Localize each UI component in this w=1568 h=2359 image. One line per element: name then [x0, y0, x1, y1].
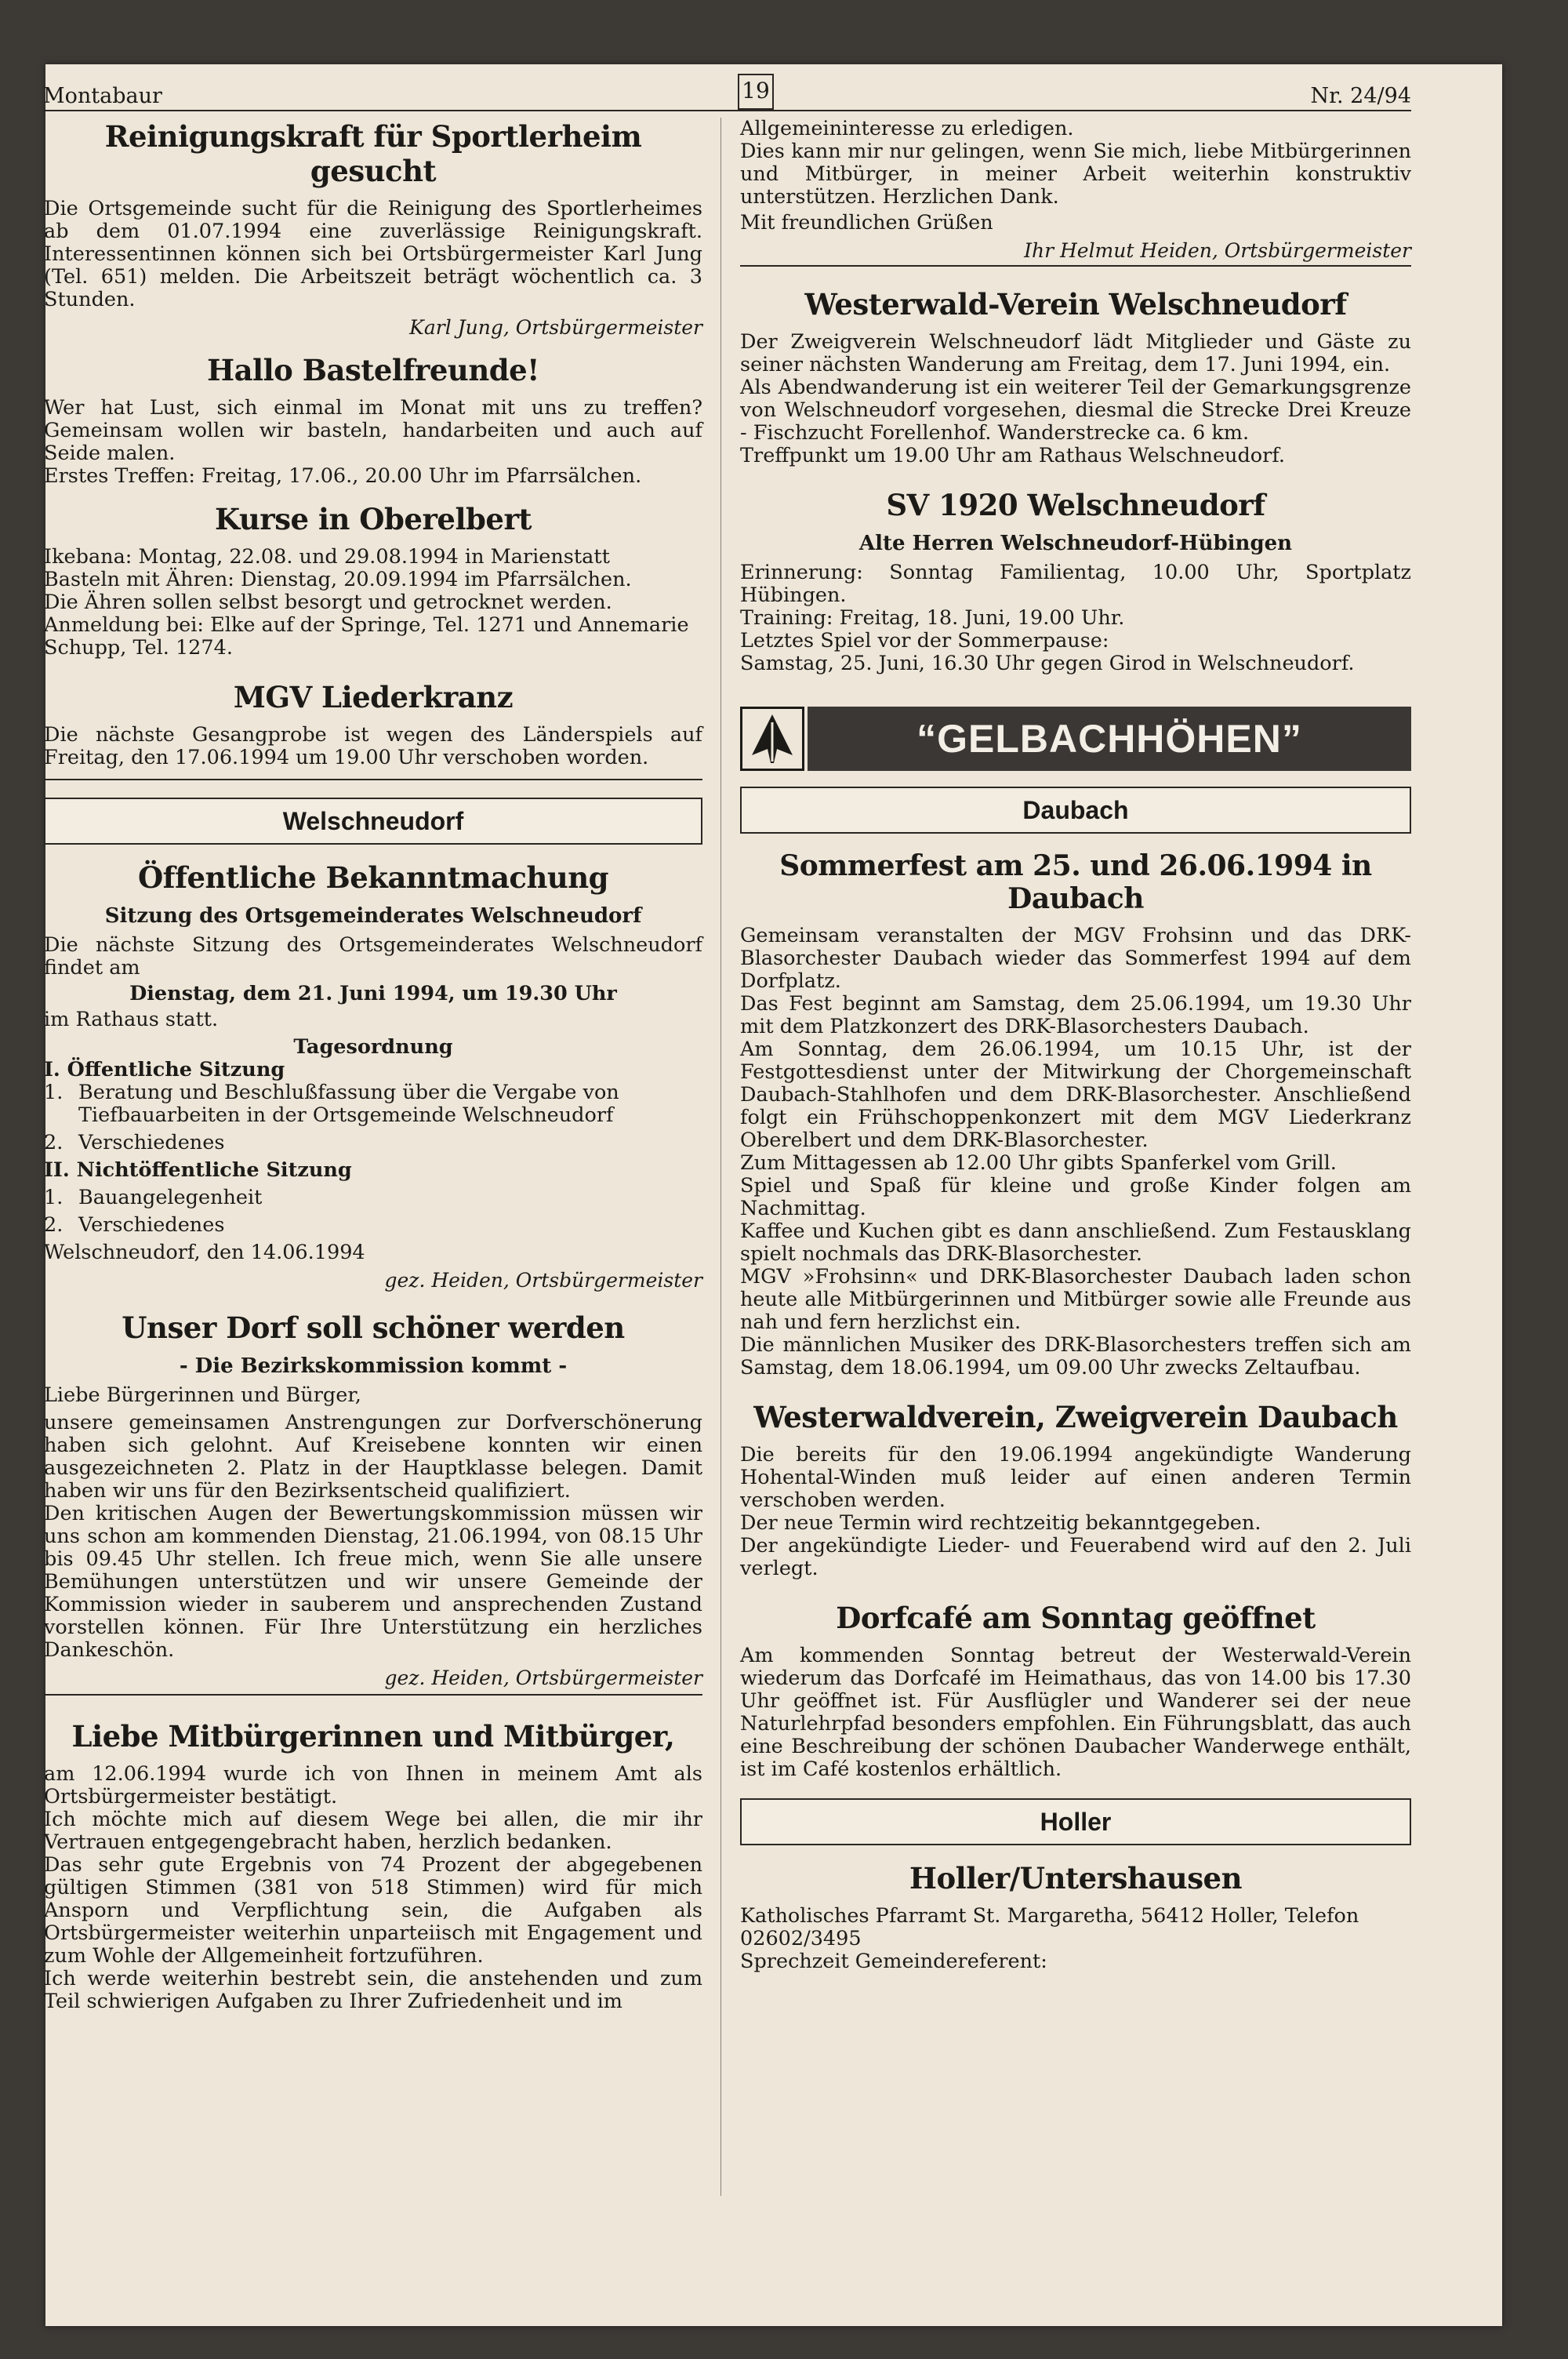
article-body: Die Ortsgemeinde sucht für die Reinigung des Sportlerheimes ab dem 01.07.1994 eine zuverlässige Reinigungskraft. Interessentinnen können sich bei Ortsbürgermeister Karl Jung (Tel. 651) melden. Die Arbeitszeit beträgt wöchentlich ca. 3 Stunden.: [44, 197, 702, 311]
agenda-item: 2. Verschiedenes: [44, 1131, 225, 1154]
article-body: Die nächste Sitzung des Ortsgemeinderates Welschneudorf findet am: [44, 933, 702, 980]
agenda-section: I. Öffentliche Sitzung: [44, 1058, 285, 1081]
article-title: Westerwaldverein, Zweigverein Daubach: [753, 1400, 1398, 1434]
article-body: Wer hat Lust, sich einmal im Monat mit uns zu treffen? Gemeinsam wollen wir basteln, handarbeiten und auch auf Seide malen.: [44, 396, 702, 465]
article-body: Die bereits für den 19.06.1994 angekündigte Wanderung Hohental-Winden muß leider auf einen anderen Termin verschoben werden.: [740, 1443, 1411, 1512]
section-rule: [44, 1694, 702, 1696]
article-body: Das sehr gute Ergebnis von 74 Prozent der abgegebenen gültigen Stimmen (381 von 518 Stimmen) wird für mich Ansporn und Verpflichtung sein, die Aufgaben als Ortsbürgermeister weiterhin unparteiisch mit Engagement und zum Wohle der Allgemeinheit fortzuführen.: [44, 1853, 702, 1968]
article-title: Öffentliche Bekanntmachung: [137, 860, 609, 895]
article-title: Kurse in Oberelbert: [214, 502, 532, 536]
article-body: Als Abendwanderung ist ein weiterer Teil der Gemarkungsgrenze von Welschneudorf vorgesehen, diesmal die Strecke Drei Kreuze - Fischzucht Forellenhof. Wanderstrecke ca. 6 km.: [740, 376, 1411, 445]
article-subtitle: - Die Bezirkskommission kommt -: [179, 1354, 568, 1378]
article-title: Unser Dorf soll schöner werden: [122, 1310, 625, 1345]
article-body: unsere gemeinsamen Anstrengungen zur Dorfverschönerung haben sich gelohnt. Auf Kreisebene konnten wir einen ausgezeichneten 2. Platz in der Hauptklasse belegen. Damit haben wir uns für den Bezirksentscheid qualifiziert.: [44, 1411, 702, 1503]
article-body: Ich möchte mich auf diesem Wege bei allen, die mir ihr Vertrauen entgegengebracht haben, herzlich bedanken.: [44, 1808, 702, 1854]
article-line: Erinnerung: Sonntag Familientag, 10.00 Uhr, Sportplatz Hübingen.: [740, 561, 1411, 607]
article-body: Katholisches Pfarramt St. Margaretha, 56412 Holler, Telefon 02602/3495: [740, 1904, 1359, 1950]
article-title: MGV Liederkranz: [233, 680, 514, 714]
article-body: Am kommenden Sonntag betreut der Westerwald-Verein wiederum das Dorfcafé im Heimathaus, das von 14.00 bis 17.30 Uhr geöffnet ist. Für Ausflügler und Wanderer sei der neue Naturlehrpfad besonders empfohlen. Ein Führungsblatt, das auch eine Beschreibung der schönen Daubacher Wanderwege enthält, ist im Café kostenlos erhältlich.: [740, 1644, 1411, 1781]
agenda-list: [44, 1187, 702, 1237]
article-line: Ikebana: Montag, 22.08. und 29.08.1994 in Marienstatt: [44, 545, 610, 569]
article-body: Der neue Termin wird rechtzeitig bekanntgegeben.: [740, 1511, 1261, 1535]
article-body: Kaffee und Kuchen gibt es dann anschließend. Zum Festausklang spielt nochmals das DRK-Blasorchester.: [740, 1219, 1411, 1266]
article-body: Der Zweigverein Welschneudorf lädt Mitglieder und Gäste zu seiner nächsten Wanderung am Freitag, dem 17. Juni 1994, ein.: [740, 330, 1411, 376]
article-title: Dorfcafé am Sonntag geöffnet: [836, 1601, 1316, 1635]
article-body: Spiel und Spaß für kleine und große Kinder folgen am Nachmittag.: [740, 1174, 1411, 1220]
gelbachhoehen-banner: [740, 707, 1411, 771]
article-body: Dies kann mir nur gelingen, wenn Sie mich, liebe Mitbürgerinnen und Mitbürger, in meiner Arbeit weiterhin konstruktiv unterstützen. Herzlichen Dank.: [740, 140, 1411, 209]
meeting-date: Dienstag, dem 21. Juni 1994, um 19.30 Uhr: [129, 982, 617, 1005]
page-header: [43, 78, 1411, 111]
article-title: Holler/Untershausen: [909, 1861, 1242, 1896]
article-title: SV 1920 Welschneudorf: [886, 488, 1265, 522]
article-title: Sommerfest am 25. und 26.06.1994 in Daubach: [779, 849, 1372, 915]
section-rule: [44, 779, 702, 780]
article-body: Die nächste Gesangprobe ist wegen des Länderspiels auf Freitag, den 17.06.1994 um 19.00 Uhr verschoben worden.: [44, 723, 702, 769]
article-body: Treffpunkt um 19.00 Uhr am Rathaus Welschneudorf.: [740, 444, 1285, 467]
salutation: Liebe Bürgerinnen und Bürger,: [44, 1383, 361, 1407]
article-subtitle: Sitzung des Ortsgemeinderates Welschneudorf: [104, 904, 642, 928]
right-column: [740, 118, 1411, 1973]
agenda-heading: Tagesordnung: [293, 1035, 453, 1059]
article-line: Die Ähren sollen selbst besorgt und getrocknet werden.: [44, 591, 612, 614]
closing: Mit freundlichen Grüßen: [740, 211, 993, 234]
section-label: Holler: [740, 1798, 1411, 1845]
signature: Karl Jung, Ortsbürgermeister: [409, 316, 702, 339]
article-body: am 12.06.1994 wurde ich von Ihnen in meinem Amt als Ortsbürgermeister bestätigt.: [44, 1762, 702, 1808]
signature: Ihr Helmut Heiden, Ortsbürgermeister: [1024, 239, 1411, 262]
article-body: im Rathaus statt.: [44, 1008, 219, 1031]
column-divider: [720, 118, 721, 2196]
article-body: Gemeinsam veranstalten der MGV Frohsinn und das DRK-Blasorchester Daubach wieder das Sommerfest 1994 auf dem Dorfplatz.: [740, 924, 1411, 993]
agenda-item: 1. Beratung und Beschlußfassung über die Vergabe von Tiefbauarbeiten in der Ortsgemeinde Welschneudorf: [44, 1081, 619, 1127]
article-line: Letztes Spiel vor der Sommerpause:: [740, 629, 1109, 652]
article-body: Der angekündigte Lieder- und Feuerabend wird auf den 2. Juli verlegt.: [740, 1534, 1411, 1580]
agenda-item: 1. Bauangelegenheit: [44, 1186, 263, 1209]
section-label: Welschneudorf: [44, 798, 702, 845]
agenda-list: [44, 1081, 702, 1154]
article-line: Anmeldung bei: Elke auf der Springe, Tel. 1271 und Annemarie Schupp, Tel. 1274.: [44, 613, 689, 660]
article-title: Westerwald-Verein Welschneudorf: [804, 287, 1347, 322]
article-line: Basteln mit Ähren: Dienstag, 20.09.1994 im Pfarrsälchen.: [44, 568, 632, 591]
article-body: Am Sonntag, dem 26.06.1994, um 10.15 Uhr, ist der Festgottesdienst unter der Mitwirkung der Chorgemeinschaft Daubach-Stahlhofen und dem DRK-Blasorchester. Anschließend folgt ein Frühschoppenkonzert mit dem MGV Liederkranz Oberelbert und dem DRK-Blasorchester.: [740, 1038, 1411, 1152]
banner-title: “GELBACHHÖHEN”: [808, 707, 1411, 771]
agenda-item: 2. Verschiedenes: [44, 1213, 225, 1237]
issue-number: Nr. 24/94: [1310, 84, 1411, 108]
article-body: Erstes Treffen: Freitag, 17.06., 20.00 Uhr im Pfarrsälchen.: [44, 464, 642, 488]
article-title: Liebe Mitbürgerinnen und Mitbürger,: [71, 1719, 675, 1754]
signature: gez. Heiden, Ortsbürgermeister: [384, 1667, 702, 1689]
article-body: Ich werde weiterhin bestrebt sein, die anstehenden und zum Teil schwierigen Aufgaben zu Ihrer Zufriedenheit und im: [44, 1967, 702, 2013]
dateline: Welschneudorf, den 14.06.1994: [44, 1241, 365, 1264]
left-column: [44, 118, 702, 2013]
article-line: Training: Freitag, 18. Juni, 19.00 Uhr.: [740, 606, 1125, 630]
article-title: Hallo Bastelfreunde!: [207, 353, 539, 387]
section-label: Daubach: [740, 787, 1411, 834]
article-title: Reinigungskraft für Sportlerheim gesucht: [104, 119, 642, 188]
article-subtitle: Alte Herren Welschneudorf-Hübingen: [858, 532, 1293, 555]
article-line: Samstag, 25. Juni, 16.30 Uhr gegen Girod in Welschneudorf.: [740, 652, 1355, 675]
article-body: Allgemeininteresse zu erledigen.: [740, 117, 1074, 140]
article-body: Zum Mittagessen ab 12.00 Uhr gibts Spanferkel vom Grill.: [740, 1151, 1337, 1175]
agenda-section: II. Nichtöffentliche Sitzung: [44, 1158, 352, 1182]
article-body: Sprechzeit Gemeindereferent:: [740, 1950, 1047, 1973]
signature: gez. Heiden, Ortsbürgermeister: [384, 1269, 702, 1292]
article-body: Den kritischen Augen der Bewertungskommission müssen wir uns schon am kommenden Dienstag, 21.06.1994, von 08.15 Uhr bis 09.45 Uhr stellen. Ich freue mich, wenn Sie alle unsere Bemühungen unterstützen und wir unsere Gemeinde der Kommission wieder in sauberem und ansprechenden Zustand vorstellen können. Für Ihre Unterstützung ein herzliches Dankeschön.: [44, 1502, 702, 1662]
article-body: Das Fest beginnt am Samstag, dem 25.06.1994, um 19.30 Uhr mit dem Platzkonzert des DRK-Blasorchesters Daubach.: [740, 992, 1411, 1038]
section-rule: [740, 265, 1411, 267]
article-body: Die männlichen Musiker des DRK-Blasorchesters treffen sich am Samstag, dem 18.06.1994, um 09.00 Uhr zwecks Zeltaufbau.: [740, 1333, 1411, 1379]
article-body: MGV »Frohsinn« und DRK-Blasorchester Daubach laden schon heute alle Mitbürgerinnen und Mitbürger sowie alle Freunde aus nah und fern herzlichst ein.: [740, 1265, 1411, 1334]
page-number: 19: [738, 74, 774, 110]
tree-icon: [740, 707, 804, 771]
header-town: Montabaur: [43, 84, 162, 108]
